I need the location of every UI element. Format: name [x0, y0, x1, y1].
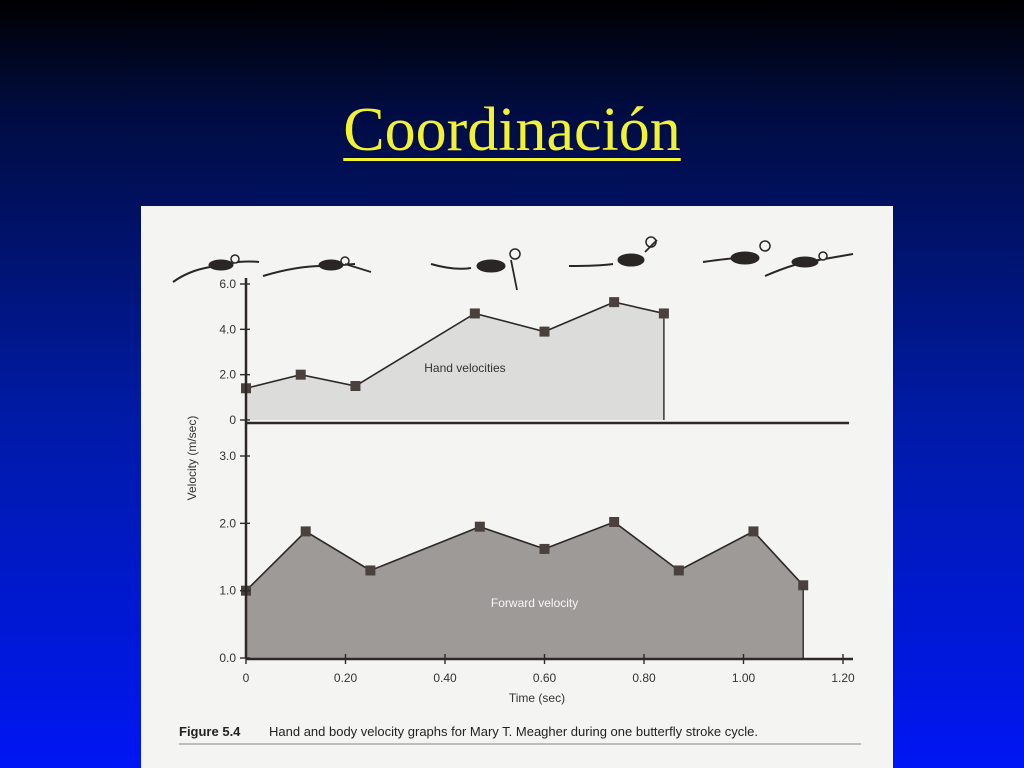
- figure-panel: [141, 206, 893, 768]
- hand-velocity-series-label: Hand velocities: [424, 361, 506, 375]
- forward-y-tick-label: 2.0: [219, 516, 236, 531]
- forward-velocity-series-label: Forward velocity: [490, 596, 579, 610]
- swimmer-icon: [703, 241, 770, 264]
- x-tick-label: 0.60: [532, 671, 557, 685]
- forward-velocity-point: [301, 526, 311, 536]
- swimmer-icon: [569, 237, 657, 266]
- hand-velocity-point: [470, 308, 480, 318]
- hand-y-tick-label: 4.0: [219, 322, 236, 337]
- x-tick-label: 1.00: [731, 671, 756, 685]
- hand-velocity-point: [350, 381, 360, 391]
- hand-velocity-point: [659, 308, 669, 318]
- x-axis-title: Time (sec): [508, 691, 566, 705]
- forward-velocity-point: [540, 544, 550, 554]
- forward-velocity-point: [475, 522, 485, 532]
- hand-velocity-graph: [241, 297, 669, 420]
- x-tick-label: 0.20: [333, 671, 358, 685]
- swimmer-icon: [431, 249, 520, 290]
- velocity-chart: [141, 206, 893, 768]
- hand-y-tick-label: 6.0: [219, 277, 236, 291]
- forward-y-tick-label: 1.0: [219, 583, 236, 598]
- forward-velocity-graph: [241, 517, 808, 658]
- hand-velocity-point: [540, 327, 550, 337]
- swimmer-icon: [173, 255, 259, 282]
- forward-velocity-point: [674, 565, 684, 575]
- forward-y-tick-label: 0.0: [219, 651, 236, 665]
- forward-velocity-point: [748, 526, 758, 536]
- slide-title: Coordinación: [343, 96, 681, 164]
- forward-y-tick-label: 3.0: [219, 449, 236, 463]
- swimmer-stroke-phase-icons: [173, 237, 853, 290]
- figure-caption: Hand and body velocity graphs for Mary T. Meagher during one butterfly stroke cycle.: [269, 724, 758, 739]
- x-tick-label: 1.20: [831, 671, 855, 685]
- x-tick-label: 0.40: [433, 671, 457, 685]
- forward-velocity-point: [609, 517, 619, 527]
- forward-velocity-point: [798, 580, 808, 590]
- y-axis-title: Velocity (m/sec): [185, 415, 199, 501]
- hand-y-tick-label: 0: [229, 413, 236, 427]
- hand-y-tick-label: 2.0: [219, 367, 236, 382]
- figure-label: Figure 5.4: [179, 724, 241, 739]
- swimmer-icon: [765, 252, 853, 276]
- hand-velocity-point: [296, 370, 306, 380]
- x-tick-label: 0: [242, 671, 250, 685]
- forward-velocity-point: [365, 565, 375, 575]
- swimmer-icon: [263, 257, 371, 276]
- hand-velocity-point: [609, 297, 619, 307]
- x-tick-label: 0.80: [632, 671, 656, 685]
